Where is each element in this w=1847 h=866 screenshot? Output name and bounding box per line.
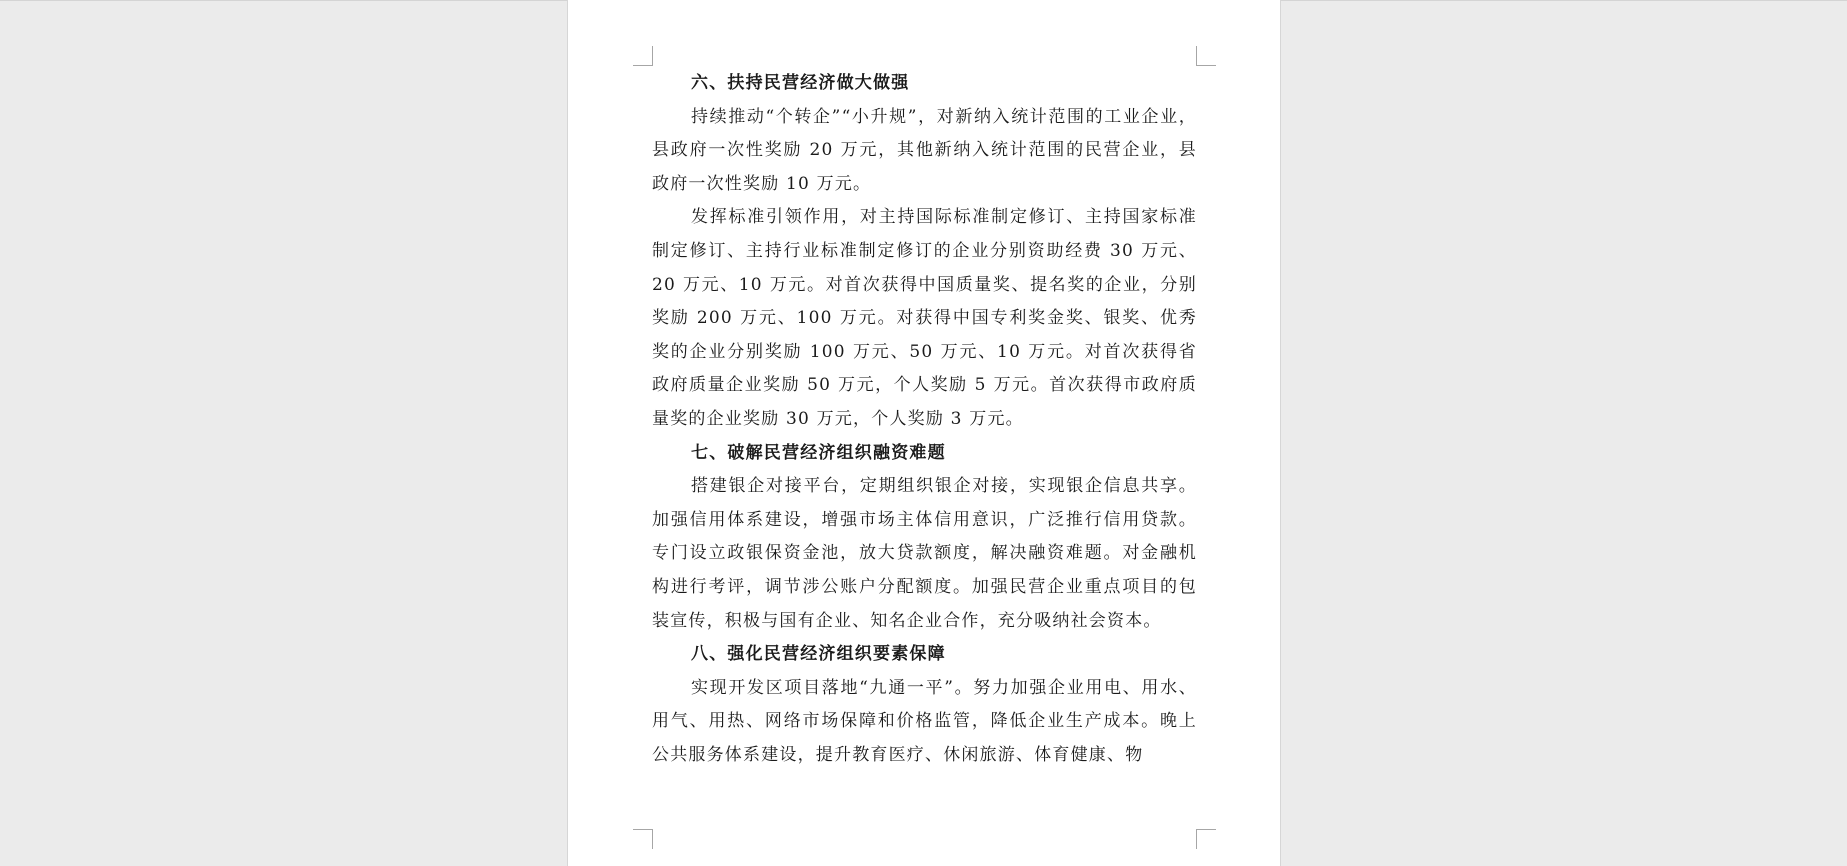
- body-paragraph: 搭建银企对接平台，定期组织银企对接，实现银企信息共享。加强信用体系建设，增强市场主体信用意识，广泛推行信用贷款。专门设立政银保资金池，放大贷款额度，解决融资难题。对金融机构进行考评，调节涉公账户分配额度。加强民营企业重点项目的包装宣传，积极与国有企业、知名企业合作，充分吸纳社会资本。: [652, 476, 1197, 631]
- section-heading: 七、破解民营经济组织融资难题: [691, 442, 946, 463]
- body-paragraph: 实现开发区项目落地“九通一平”。努力加强企业用电、用水、用气、用热、网络市场保障和价格监管，降低企业生产成本。晚上公共服务体系建设，提升教育医疗、休闲旅游、体育健康、物: [652, 677, 1197, 765]
- margin-corner-top-right: [1196, 46, 1216, 66]
- body-paragraph: 持续推动“个转企”“小升规”，对新纳入统计范围的工业企业，县政府一次性奖励 20 万元，其他新纳入统计范围的民营企业，县政府一次性奖励 10 万元。: [652, 106, 1197, 194]
- section-heading: 六、扶持民营经济做大做强: [691, 73, 910, 93]
- document-page[interactable]: [567, 0, 1281, 866]
- document-body[interactable]: [652, 67, 1197, 772]
- margin-corner-bottom-right: [1196, 829, 1216, 849]
- margin-corner-top-left: [633, 46, 653, 66]
- margin-corner-bottom-left: [633, 829, 653, 849]
- section-heading: 八、强化民营经济组织要素保障: [691, 644, 946, 665]
- body-paragraph: 发挥标准引领作用，对主持国际标准制定修订、主持国家标准制定修订、主持行业标准制定修订的企业分别资助经费 30 万元、20 万元、10 万元。对首次获得中国质量奖、提名奖的企业，分别奖励 200 万元、100 万元。对获得中国专利奖金奖、银奖、优秀奖的企业分别奖励 100 万元、50 万元、10 万元。对首次获得省政府质量企业奖励 50 万元，个人奖励 5 万元。首次获得市政府质量奖的企业奖励 30 万元，个人奖励 3 万元。: [652, 207, 1197, 429]
